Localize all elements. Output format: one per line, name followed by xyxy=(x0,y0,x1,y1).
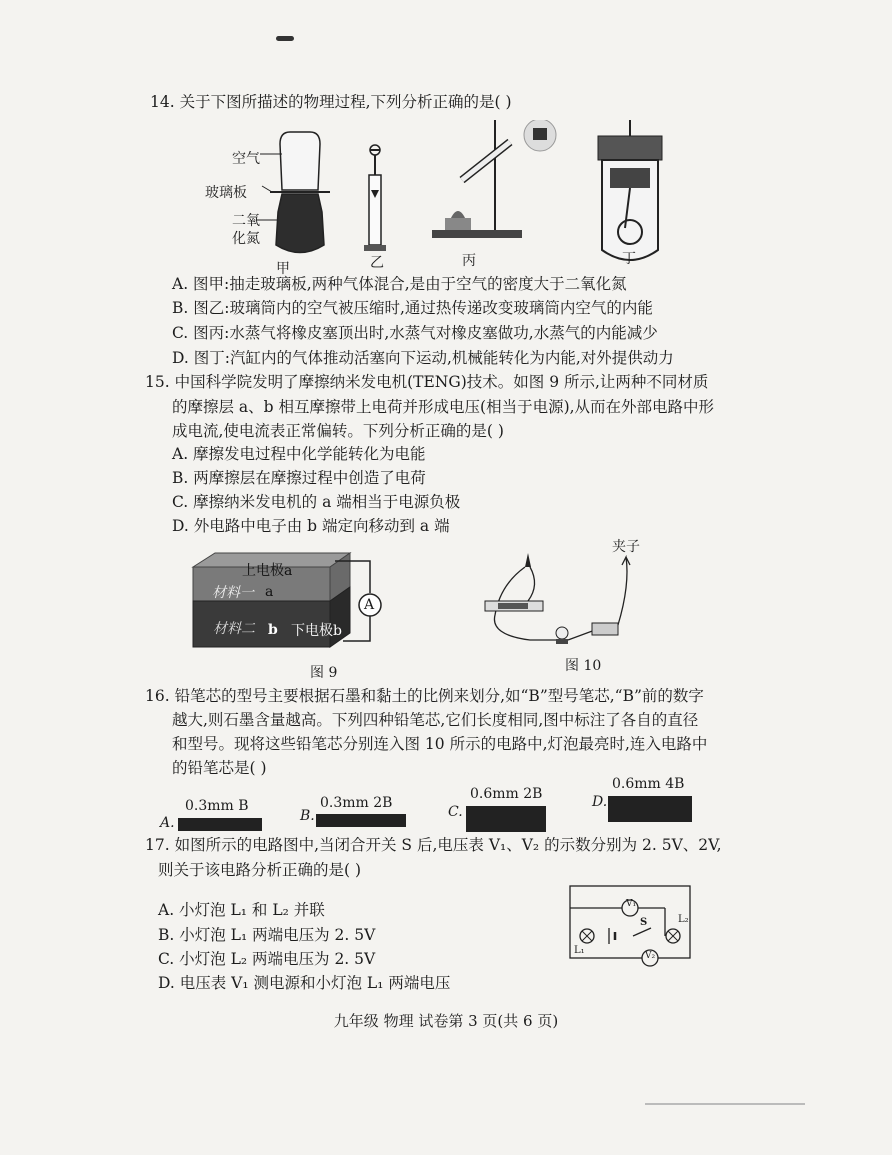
pencil-a xyxy=(178,818,262,831)
fig-ding-engine xyxy=(598,120,662,260)
q16-stem-line3: 和型号。现将这些铅笔芯分别连入图 10 所示的电路中,灯泡最亮时,连入电路中 xyxy=(172,735,708,753)
label-jia: 甲 xyxy=(276,261,290,277)
q17-option-b: B. 小灯泡 L₁ 两端电压为 2. 5V xyxy=(158,926,376,944)
pencil-a-spec: 0.3mm B xyxy=(185,798,249,814)
fig9-material2: 材料二 xyxy=(213,621,255,637)
fig9-bottom-electrode: 下电极b xyxy=(291,623,342,639)
q17-option-c: C. 小灯泡 L₂ 两端电压为 2. 5V xyxy=(158,950,376,968)
q16-stem-line1: 16. 铅笔芯的型号主要根据石墨和黏土的比例来划分,如“B”型号笔芯,“B”前的数字 xyxy=(145,687,704,705)
q14-option-b: B. 图乙:玻璃筒内的空气被压缩时,通过热传递改变玻璃筒内空气的内能 xyxy=(172,299,653,317)
fig9-ammeter-symbol: A xyxy=(364,597,375,613)
q14-option-a: A. 图甲:抽走玻璃板,两种气体混合,是由于空气的密度大于二氧化氮 xyxy=(172,275,627,293)
fig10-clip-label: 夹子 xyxy=(612,539,640,555)
fig10-circuit xyxy=(470,545,650,655)
q15-option-a: A. 摩擦发电过程中化学能转化为电能 xyxy=(172,445,426,463)
q15-stem-line2: 的摩擦层 a、b 相互摩擦带上电荷并形成电压(相当于电源),从而在外部电路中形 xyxy=(172,398,715,416)
pencil-a-letter: A. xyxy=(160,815,175,831)
fig9-top-electrode: 上电极a xyxy=(242,563,293,579)
q14-figures xyxy=(200,120,680,280)
circuit-v2-label: V₂ xyxy=(645,951,656,961)
fig10-caption: 图 10 xyxy=(565,658,602,674)
pencil-d-spec: 0.6mm 4B xyxy=(612,776,685,792)
q14-stem: 14. 关于下图所描述的物理过程,下列分析正确的是( ) xyxy=(150,93,512,111)
pencil-c xyxy=(466,806,546,832)
pencil-b-letter: B. xyxy=(300,808,315,824)
pencil-c-letter: C. xyxy=(448,804,463,820)
pencil-d-letter: D. xyxy=(592,794,608,810)
binding-mark xyxy=(276,36,294,41)
label-no2-line2: 化氮 xyxy=(232,231,260,247)
page-footer: 九年级 物理 试卷第 3 页(共 6 页) xyxy=(333,1012,559,1030)
fig-yi-compression-tube xyxy=(364,145,386,251)
fig9-caption: 图 9 xyxy=(310,665,338,681)
q17-option-a: A. 小灯泡 L₁ 和 L₂ 并联 xyxy=(158,901,325,919)
q15-stem-line3: 成电流,使电流表正常偏转。下列分析正确的是( ) xyxy=(172,422,504,440)
q17-circuit-diagram xyxy=(565,878,695,973)
label-glass-plate: 玻璃板 xyxy=(205,185,247,201)
label-no2-line1: 二氧 xyxy=(232,213,260,229)
fig9-label-a: a xyxy=(265,584,274,600)
q16-stem-line4: 的铅笔芯是( ) xyxy=(172,759,267,777)
pencil-b xyxy=(316,814,406,827)
q15-option-d: D. 外电路中电子由 b 端定向移动到 a 端 xyxy=(172,517,450,535)
circuit-switch-label: S xyxy=(640,917,648,928)
q15-option-c: C. 摩擦纳米发电机的 a 端相当于电源负极 xyxy=(172,493,461,511)
q16-stem-line2: 越大,则石墨含量越高。下列四种铅笔芯,它们长度相同,图中标注了各自的直径 xyxy=(172,711,699,729)
circuit-l1-label: L₁ xyxy=(574,945,585,956)
q15-stem-line1: 15. 中国科学院发明了摩擦纳米发电机(TENG)技术。如图 9 所示,让两种不同材质 xyxy=(145,373,709,391)
q14-option-c: C. 图丙:水蒸气将橡皮塞顶出时,水蒸气对橡皮塞做功,水蒸气的内能减少 xyxy=(172,324,658,342)
pencil-b-spec: 0.3mm 2B xyxy=(320,795,393,811)
label-ding: 丁 xyxy=(622,251,636,267)
q17-option-d: D. 电压表 V₁ 测电源和小灯泡 L₁ 两端电压 xyxy=(158,974,451,992)
circuit-v1-label: V₁ xyxy=(626,899,637,909)
fig9-material1: 材料一 xyxy=(212,585,254,601)
label-air: 空气 xyxy=(232,151,260,167)
pencil-c-spec: 0.6mm 2B xyxy=(470,786,543,802)
q15-option-b: B. 两摩擦层在摩擦过程中创造了电荷 xyxy=(172,469,426,487)
label-yi: 乙 xyxy=(370,255,384,271)
q17-stem-line1: 17. 如图所示的电路图中,当闭合开关 S 后,电压表 V₁、V₂ 的示数分别为 2. 5V、2V, xyxy=(145,836,722,854)
pencil-d xyxy=(608,796,692,822)
fig-bing-steam-stopper xyxy=(432,120,556,238)
circuit-l2-label: L₂ xyxy=(678,914,689,925)
fig-jia-gas-jars xyxy=(256,132,330,253)
q17-stem-line2: 则关于该电路分析正确的是( ) xyxy=(158,861,362,879)
fig9-label-b: b xyxy=(268,622,278,638)
label-bing: 丙 xyxy=(462,253,476,269)
scan-edge xyxy=(645,1103,805,1105)
q14-option-d: D. 图丁:汽缸内的气体推动活塞向下运动,机械能转化为内能,对外提供动力 xyxy=(172,349,674,367)
